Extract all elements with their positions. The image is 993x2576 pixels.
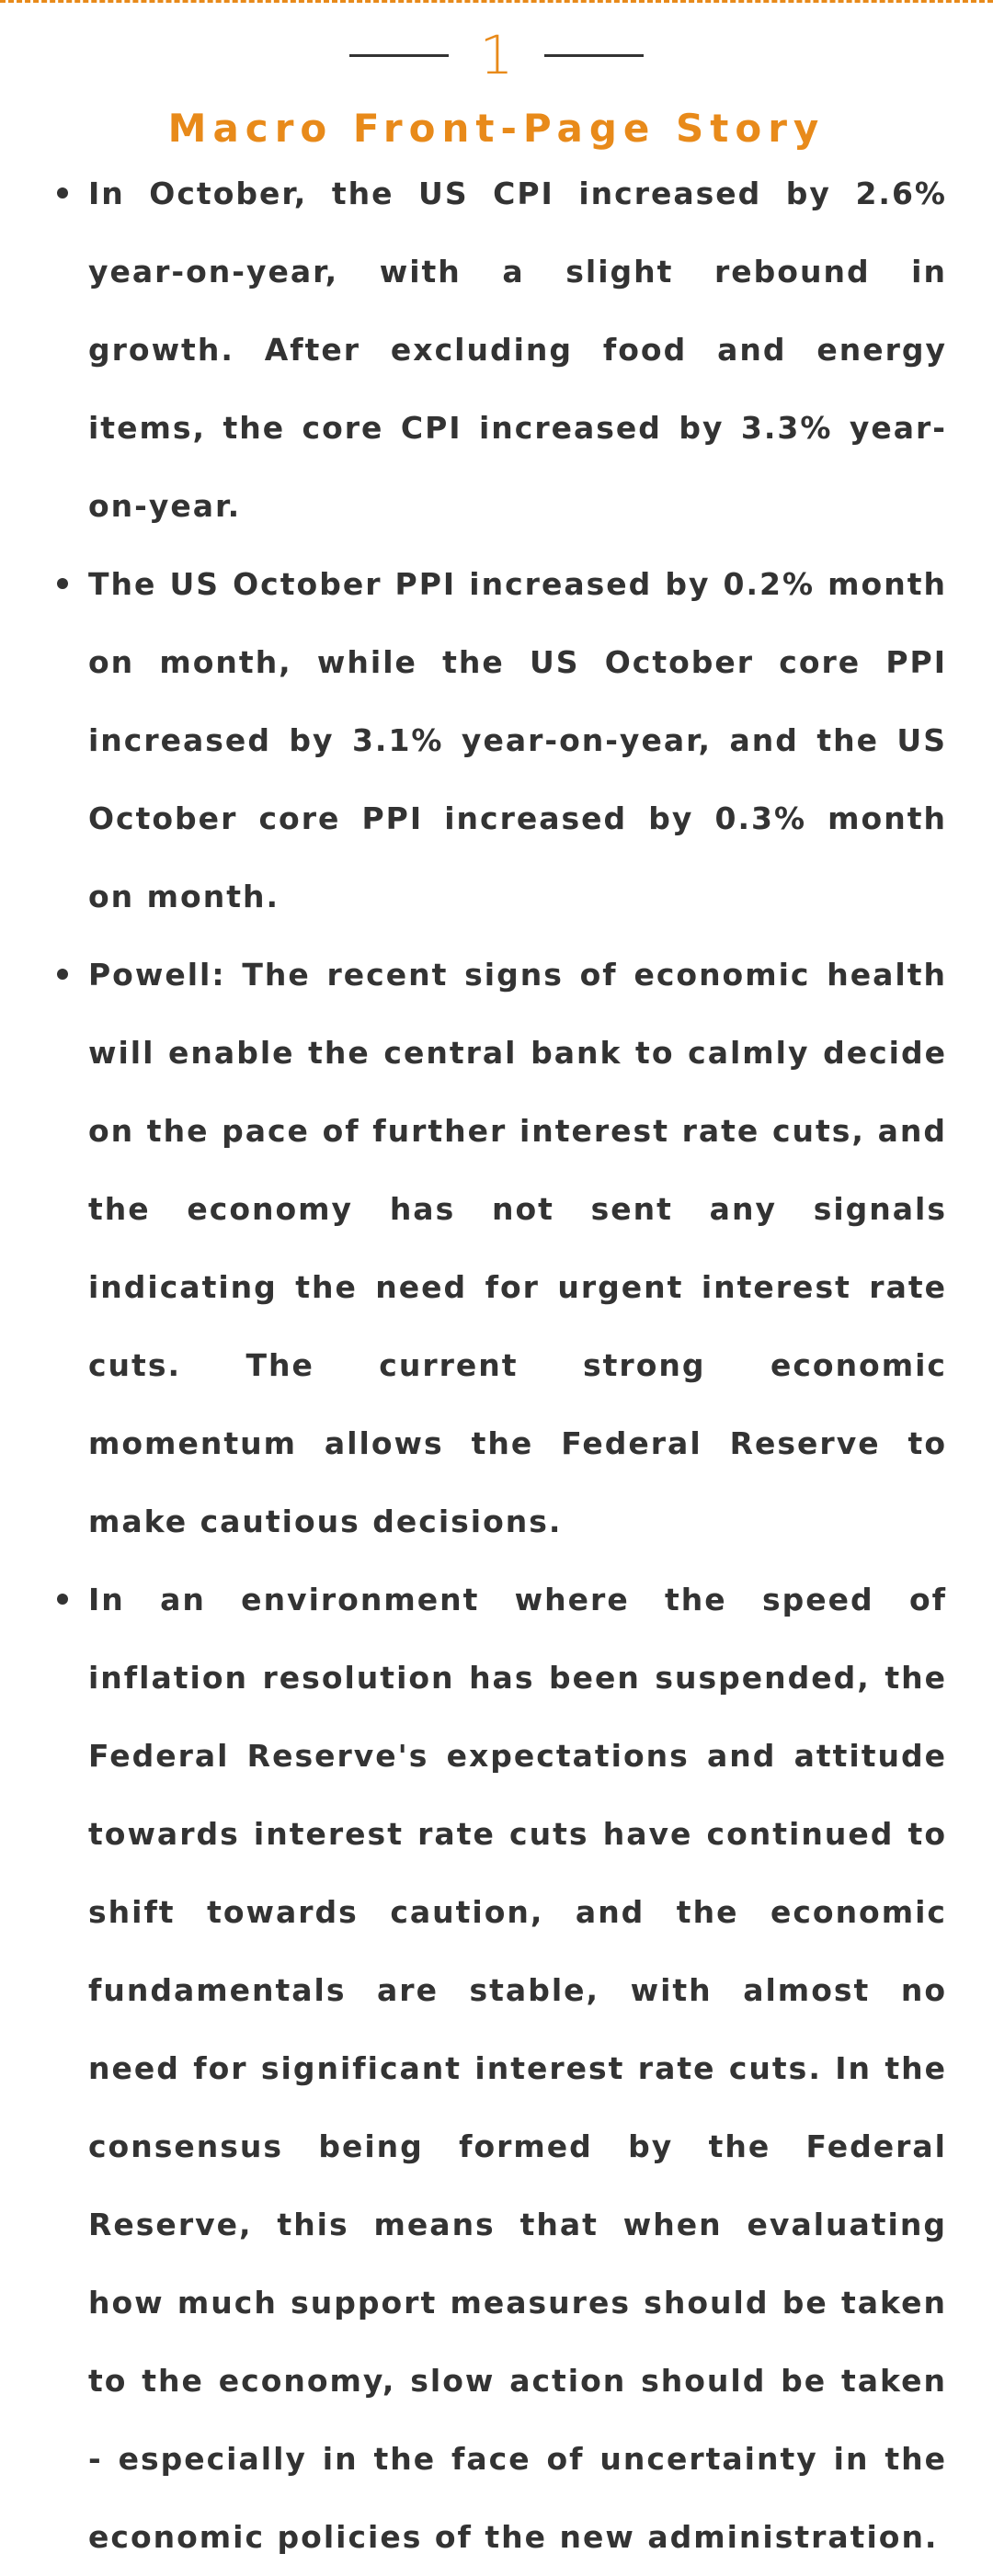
section-header	[0, 18, 993, 154]
bullet-text: In an environment where the speed of inflation resolution has been suspended, the Federal Reserve's expectations and attitude towards interest rate cuts have continued to shift towards caution, and the economic fundamentals are stable, with almost no need for significant interest rate cuts. In the consensus being formed by the Federal Reserve, this means that when evaluating how much support measures should be taken to the economy, slow action should be taken - especially in the face of uncertainty in the economic policies of the new administration.	[88, 1582, 947, 2555]
left-rule	[349, 54, 449, 57]
section-title: Macro Front-Page Story	[167, 106, 826, 151]
bullet-text: The US October PPI increased by 0.2% month on month, while the US October core PPI increased by 3.1% year-on-year, and the US October core PPI increased by 0.3% month on month.	[88, 566, 947, 914]
bullet-dot-icon	[57, 1594, 68, 1605]
bullet-item-powell	[51, 936, 947, 1560]
bullet-text: Powell: The recent signs of economic health will enable the central bank to calmly decide on the pace of further interest rate cuts, and the economy has not sent any signals indicating the need for urgent interest rate cuts. The current strong economic momentum allows the Federal Reserve to make cautious decisions.	[88, 957, 947, 1539]
bullet-dot-icon	[57, 187, 68, 199]
dashed-top-border	[0, 0, 993, 3]
bullet-item-ppi	[51, 545, 947, 936]
bullet-item-cpi	[51, 154, 947, 545]
bullet-dot-icon	[57, 578, 68, 589]
section-number-row	[0, 18, 993, 92]
bullet-dot-icon	[57, 969, 68, 980]
right-rule	[544, 54, 644, 57]
section-number: 1	[479, 24, 514, 86]
bullet-item-fed-consensus	[51, 1560, 947, 2576]
news-bullet-list	[51, 154, 947, 2576]
bullet-text: In October, the US CPI increased by 2.6% year-on-year, with a slight rebound in growth. After excluding food and energy items, the core CPI increased by 3.3% year-on-year.	[88, 176, 947, 524]
